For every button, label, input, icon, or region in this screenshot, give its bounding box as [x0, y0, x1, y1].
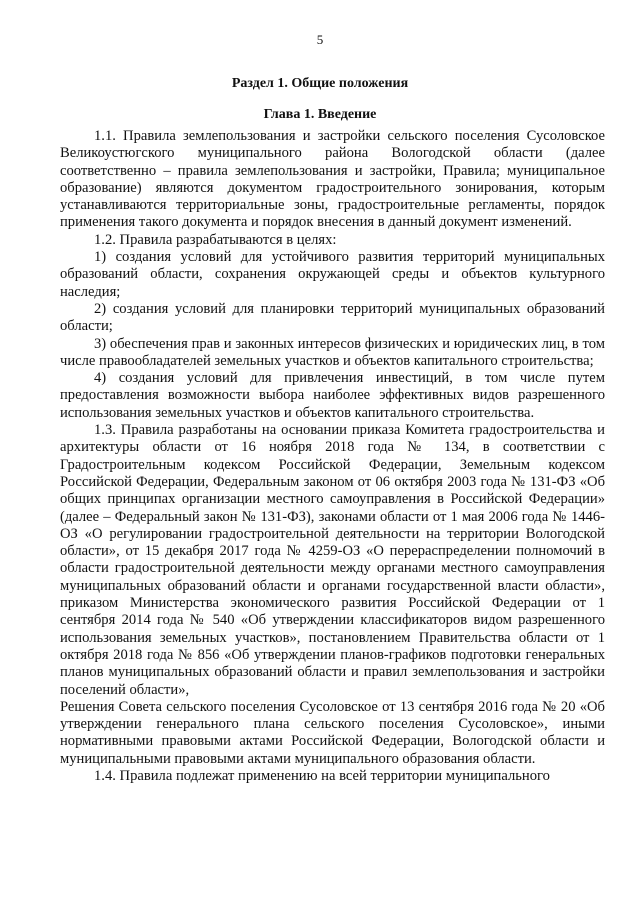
paragraph-1-2: 1.2. Правила разрабатываются в целях:: [94, 231, 337, 248]
paragraph-1-4: 1.4. Правила подлежат применению на всей территории муниципального: [94, 767, 550, 784]
paragraph-1-3-continued: Решения Совета сельского поселения Сусоловское от 13 сентября 2016 года № 20 «Об утверждении генерального плана сельского поселения Сусоловское», иными нормативными правовыми актами Российской Федерации, Вологодской области и муниципальными правовыми актами муниципального образования области.: [60, 698, 605, 767]
list-item-1: 1) создания условий для устойчивого развития территорий муниципальных образований области, сохранения окружающей среды и объектов культурного наследия;: [60, 249, 605, 300]
list-item-3: 3) обеспечения прав и законных интересов физических и юридических лиц, в том числе правообладателей земельных участков и объектов капитального строительства;: [60, 335, 605, 369]
paragraph-1-3: 1.3. Правила разработаны на основании приказа Комитета градостроительства и архитектуры области от 16 ноября 2018 года № 134, в соответствии с Градостроительным кодексом Российской Федерации, Земельным кодексом Российской Федерации, Федеральным законом от 06 октября 2003 года № 131-ФЗ «Об общих принципах организации местного самоуправления в Российской Федерации» (далее – Федеральный закон № 131-ФЗ), законами области от 1 мая 2006 года № 1446-ОЗ «О регулировании градостроительной деятельности на территории Вологодской области», от 15 декабря 2017 года № 4259-ОЗ «О перераспределении полномочий в области градостроительной деятельности между органами местного самоуправления муниципальных образований области и органами государственной власти области», приказом Министерства экономического развития Российской Федерации от 1 сентября 2014 года № 540 «Об утверждении классификаторов видом разрешенного использования земельных участков», постановлением Правительства области от 1 октября 2018 года № 856 «Об утверждении планов-графиков подготовки генеральных планов муниципальных образований области и правил землепользования и застройки поселений области»,: [60, 422, 605, 698]
chapter-title: Глава 1. Введение: [263, 107, 377, 122]
list-item-2: 2) создания условий для планировки территорий муниципальных образований области;: [60, 300, 605, 335]
page-number: 5: [316, 32, 324, 47]
list-item-4: 4) создания условий для привлечения инвестиций, в том числе путем предоставления возможности выбора наиболее эффективных видов разрешенного использования земельных участков и объектов капитального строительства.: [60, 370, 605, 421]
paragraph-1-1: 1.1. Правила землепользования и застройки сельского поселения Сусоловское Великоустюгского муниципального района Вологодской области (далее соответственно – правила землепользования и застройки, Правила; муниципальное образование) являются документом градостроительного зонирования, которым устанавливаются территориальные зоны, градостроительные регламенты, порядок применения такого документа и порядок внесения в данный документ изменений.: [60, 128, 605, 231]
document-body: [60, 128, 605, 785]
section-title: Раздел 1. Общие положения: [231, 76, 409, 91]
